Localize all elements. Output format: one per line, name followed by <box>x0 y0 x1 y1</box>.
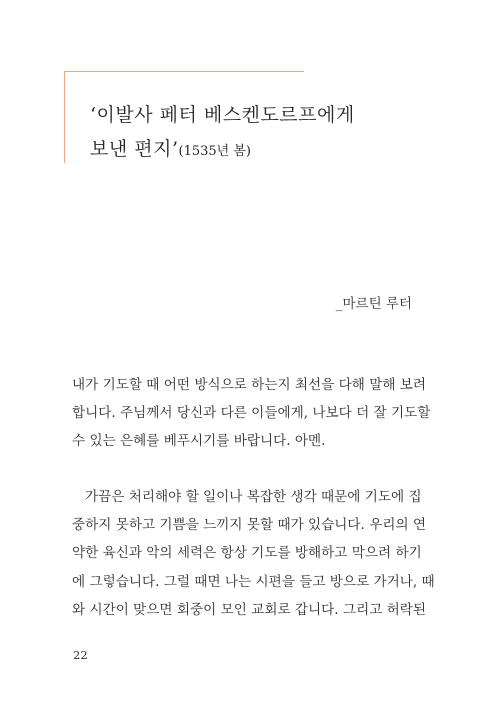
title-frame-top-rule <box>64 71 304 72</box>
chapter-title-line-1: ‘이발사 페터 베스켄도르프에게 <box>90 104 355 126</box>
author-attribution: _마르틴 루터 <box>335 296 412 312</box>
paragraph-line: 가끔은 처리해야 할 일이나 복잡한 생각 때문에 기도에 집 <box>85 489 422 505</box>
body-paragraph-1 <box>72 371 431 456</box>
chapter-title-main: 보낸 편지’ <box>90 138 179 160</box>
paragraph-line: 중하지 못하고 기쁨을 느끼지 못할 때가 있습니다. 우리의 연 <box>72 517 427 534</box>
page-number: 22 <box>73 648 88 662</box>
chapter-title-line-2 <box>90 132 355 169</box>
paragraph-line: 합니다. 주님께서 당신과 다른 이들에게, 나보다 더 잘 기도할 <box>72 405 431 422</box>
body-paragraph-2 <box>72 483 435 624</box>
chapter-title-date: (1535년 봄) <box>178 144 251 159</box>
paragraph-line: 약한 육신과 악의 세력은 항상 기도를 방해하고 막으려 하기 <box>72 545 422 562</box>
paragraph-line: 수 있는 은혜를 베푸시기를 바랍니다. 아멘. <box>72 433 326 450</box>
chapter-title <box>90 98 355 169</box>
paragraph-line: 에 그렇습니다. 그럴 때면 나는 시편을 들고 방으로 가거나, 때 <box>72 573 435 590</box>
paragraph-line: 내가 기도할 때 어떤 방식으로 하는지 최선을 다해 말해 보려 <box>72 377 427 393</box>
paragraph-line: 와 시간이 맞으면 회중이 모인 교회로 갑니다. 그리고 허락된 <box>72 601 427 618</box>
title-frame-left-rule <box>64 71 65 163</box>
